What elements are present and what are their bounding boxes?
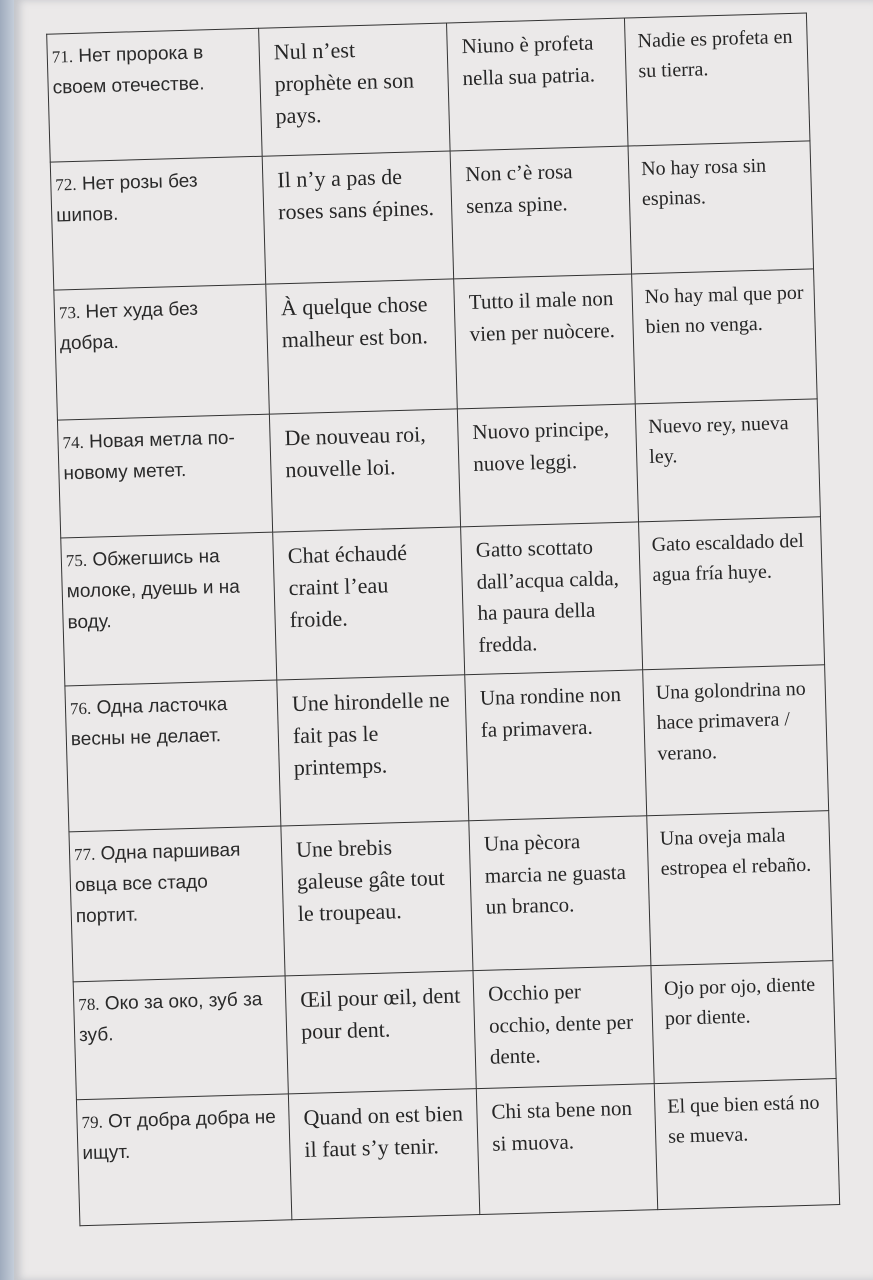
italian-proverb: Gatto scottato dall’acqua calda, ha paura della fredda.: [461, 522, 643, 675]
spanish-proverb: Nuevo rey, nueva ley.: [635, 399, 820, 522]
russian-proverb: Одна ласточка весны не делает.: [70, 693, 228, 751]
table-row: [47, 13, 810, 162]
italian-proverb: Non c’è rosa senza spine.: [450, 146, 632, 279]
russian-proverb: Нет розы без шипов.: [55, 170, 198, 227]
table-row: [73, 961, 836, 1100]
table-row: [76, 1079, 839, 1226]
table-row: [65, 665, 829, 832]
russian-cell: [76, 1094, 291, 1226]
french-proverb: Une hirondelle ne fait pas le printemps.: [277, 675, 469, 826]
russian-cell: [47, 28, 262, 162]
russian-cell: [73, 976, 288, 1100]
russian-cell: [69, 826, 285, 982]
spanish-proverb: Ojo por ojo, diente por diente.: [651, 961, 836, 1084]
table-row: [50, 141, 813, 290]
book-page: [14, 0, 873, 1280]
french-proverb: Œil pour œil, dent pour dent.: [285, 971, 476, 1094]
table-row: [57, 399, 820, 538]
russian-cell: [65, 680, 281, 832]
french-proverb: Chat échaudé craint l’eau froide.: [273, 527, 465, 680]
russian-cell: [54, 284, 270, 420]
italian-proverb: Una pècora marcia ne guasta un branco.: [469, 816, 651, 971]
proverb-number: 74.: [62, 432, 85, 453]
proverbs-table: [46, 12, 840, 1226]
italian-proverb: Niuno è profeta nella sua patria.: [447, 18, 629, 151]
italian-proverb: Chi sta bene non si muova.: [476, 1084, 657, 1215]
spanish-proverb: Gato escaldado del agua fría huye.: [639, 517, 825, 670]
proverb-number: 75.: [65, 550, 88, 571]
spanish-proverb: Una oveja mala estropea el rebaño.: [647, 811, 833, 966]
russian-cell: [50, 156, 265, 290]
russian-proverb: Око за око, зуб за зуб.: [78, 989, 263, 1046]
proverb-number: 76.: [69, 698, 92, 719]
spanish-proverb: Una golondrina no hace primavera / verano.: [643, 665, 829, 816]
french-proverb: De nouveau roi, nouvelle loi.: [269, 409, 460, 532]
spanish-proverb: El que bien está no se mueva.: [654, 1079, 839, 1210]
proverb-number: 78.: [78, 994, 100, 1015]
italian-proverb: Tutto il male non vien per nuòcere.: [454, 274, 636, 409]
table-row: [54, 269, 817, 420]
russian-proverb: Новая метла по-новому метет.: [63, 427, 236, 485]
table-row: [69, 811, 833, 982]
french-proverb: Quand on est bien il faut s’y tenir.: [288, 1089, 479, 1220]
russian-proverb: От добра добра не ищут.: [82, 1106, 277, 1164]
french-proverb: À quelque chose malheur est bon.: [266, 279, 458, 414]
russian-cell: [57, 414, 272, 538]
russian-proverb: Нет худа без добра.: [59, 298, 199, 355]
page-edge: [0, 0, 14, 1280]
italian-proverb: Nuovo principe, nuove leggi.: [457, 404, 638, 527]
proverb-number: 72.: [55, 174, 77, 195]
french-proverb: Nul n’est prophète en son pays.: [259, 23, 451, 156]
russian-proverb: Обжегшись на молоке, дуешь и на воду.: [66, 546, 241, 633]
spanish-proverb: Nadie es profeta en su tierra.: [624, 13, 810, 146]
italian-proverb: Occhio per occhio, dente per dente.: [473, 966, 654, 1089]
proverb-number: 71.: [51, 46, 74, 67]
proverb-number: 73.: [58, 302, 81, 323]
french-proverb: Il n’y a pas de roses sans épines.: [262, 151, 454, 284]
italian-proverb: Una rondine non fa primavera.: [465, 670, 647, 821]
proverbs-table-wrap: [36, 6, 870, 1250]
table-row: [61, 517, 825, 686]
russian-proverb: Нет пророка в своем отечестве.: [52, 42, 205, 99]
proverb-number: 77.: [73, 844, 96, 865]
spanish-proverb: No hay mal que por bien no venga.: [632, 269, 818, 404]
proverb-number: 79.: [81, 1112, 104, 1133]
spanish-proverb: No hay rosa sin espinas.: [628, 141, 814, 274]
russian-proverb: Одна паршивая овца все стадо портит.: [74, 839, 241, 927]
russian-cell: [61, 532, 277, 686]
french-proverb: Une brebis galeuse gâte tout le troupeau.: [281, 821, 473, 976]
